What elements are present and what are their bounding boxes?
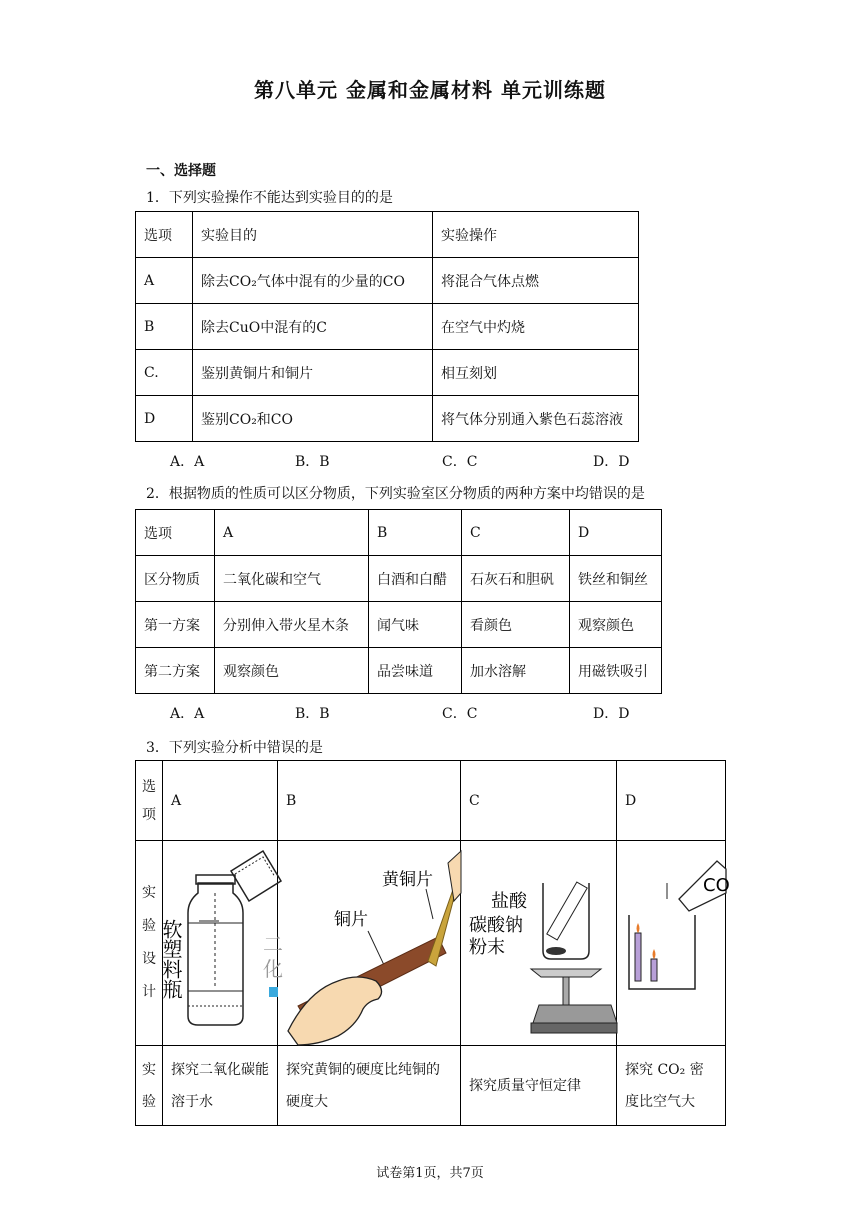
bottle-label: 软塑料瓶 (159, 919, 183, 999)
sodium-carbonate-label: 碳酸钠 (469, 915, 523, 936)
q1-cell: 将气体分别通入紫色石蕊溶液 (433, 396, 639, 442)
q3-exp-cell: 探究质量守恒定律 (461, 1046, 617, 1126)
q1-cell: 相互刻划 (433, 350, 639, 396)
q1-cell: 除去CO₂气体中混有的少量的CO (193, 258, 433, 304)
q3-exp-cell: 探究黄铜的硬度比纯铜的硬度大 (278, 1046, 461, 1126)
powder-label: 粉末 (469, 937, 505, 958)
q1-cell: C. (136, 350, 193, 396)
option-c[interactable]: C．C (442, 454, 478, 470)
diagram-d-cell (617, 841, 730, 1046)
question-2-stem: 2．根据物质的性质可以区分物质，下列实验室区分物质的两种方案中均错误的是 (146, 486, 645, 502)
q3-design-label: 实验设计 (136, 841, 163, 1046)
brass-label: 黄铜片 (382, 870, 433, 890)
question-1-stem: 1．下列实验操作不能达到实验目的的是 (146, 190, 393, 206)
option-b[interactable]: B．B (295, 706, 330, 722)
q3-exp-cell: 探究二氧化碳能溶于水 (163, 1046, 278, 1126)
q1-cell: 鉴别CO₂和CO (193, 396, 433, 442)
acid-label: 盐酸 (491, 891, 527, 912)
hand-scratch-diagram (278, 841, 461, 1045)
question-1-table (135, 211, 639, 442)
q2-cell: 石灰石和胆矾 (462, 556, 570, 602)
option-d[interactable]: D．D (593, 706, 630, 722)
q2-cell: B (369, 510, 462, 556)
q1-header-cell: 实验目的 (193, 212, 433, 258)
q2-cell: 区分物质 (136, 556, 215, 602)
q2-cell: C (462, 510, 570, 556)
q2-cell: 加水溶解 (462, 648, 570, 694)
balance-diagram (461, 841, 617, 1045)
candles-diagram (617, 841, 730, 1045)
q1-cell: B (136, 304, 193, 350)
q3-col-header: D (617, 761, 726, 841)
q1-cell: D (136, 396, 193, 442)
q2-cell: 铁丝和铜丝 (570, 556, 662, 602)
q1-cell: 在空气中灼烧 (433, 304, 639, 350)
option-b[interactable]: B．B (295, 454, 330, 470)
q2-cell: D (570, 510, 662, 556)
q2-cell: 第一方案 (136, 602, 215, 648)
q2-cell: 用磁铁吸引 (570, 648, 662, 694)
q3-option-label: 选项 (136, 761, 163, 841)
q1-cell: A (136, 258, 193, 304)
co-label: CO (703, 875, 730, 896)
q3-exp-cell: 探究 CO₂ 密度比空气大 (617, 1046, 726, 1126)
page-title: 第八单元 金属和金属材料 单元训练题 (254, 78, 606, 102)
q1-cell: 将混合气体点燃 (433, 258, 639, 304)
q3-col-header: C (461, 761, 617, 841)
page-footer: 试卷第1页，共7页 (376, 1166, 484, 1181)
q2-cell: 分别伸入带火星木条 (215, 602, 369, 648)
question-2-table (135, 509, 662, 694)
q2-cell: 观察颜色 (215, 648, 369, 694)
q1-header-cell: 实验操作 (433, 212, 639, 258)
q2-cell: A (215, 510, 369, 556)
question-3-table (135, 760, 730, 1126)
q2-cell: 第二方案 (136, 648, 215, 694)
q2-cell: 看颜色 (462, 602, 570, 648)
q3-col-header: A (163, 761, 278, 841)
option-c[interactable]: C．C (442, 706, 478, 722)
q2-cell: 白酒和白醋 (369, 556, 462, 602)
q2-cell: 观察颜色 (570, 602, 662, 648)
option-a[interactable]: A．A (170, 706, 205, 722)
q1-cell: 鉴别黄铜片和铜片 (193, 350, 433, 396)
q2-cell: 二氧化碳和空气 (215, 556, 369, 602)
option-d[interactable]: D．D (593, 454, 630, 470)
q3-exp-label: 实验 (136, 1046, 163, 1126)
diagram-c-cell (461, 841, 617, 1046)
q2-cell: 品尝味道 (369, 648, 462, 694)
q2-cell: 选项 (136, 510, 215, 556)
section-heading: 一、选择题 (146, 163, 216, 179)
question-3-stem: 3．下列实验分析中错误的是 (146, 740, 323, 756)
q2-cell: 闻气味 (369, 602, 462, 648)
diagram-a-cell (159, 841, 283, 1046)
q1-cell: 除去CuO中混有的C (193, 304, 433, 350)
co2-label-2: 二 (263, 932, 283, 956)
co2-label-3: 化 (263, 957, 283, 981)
option-a[interactable]: A．A (170, 454, 205, 470)
q3-col-header: B (278, 761, 461, 841)
diagram-b-cell (278, 841, 461, 1046)
copper-label: 铜片 (334, 910, 368, 930)
bottle-diagram (159, 841, 283, 1045)
q1-header-cell: 选项 (136, 212, 193, 258)
